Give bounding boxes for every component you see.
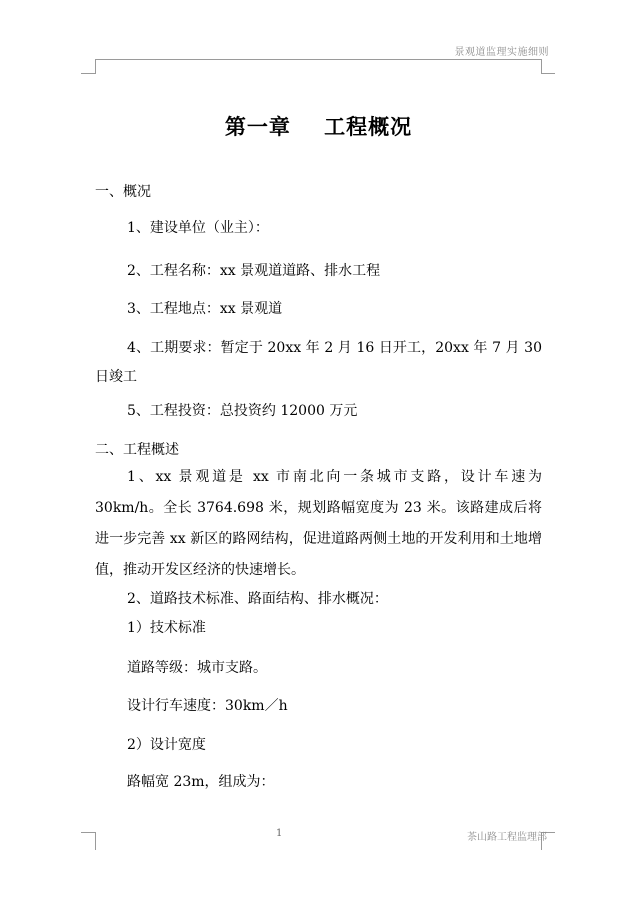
crop-mark-top-right: [541, 73, 555, 74]
crop-mark-top-left: [95, 60, 96, 74]
subheading-design-width: 2）设计宽度: [127, 737, 206, 753]
list-item-location: 3、工程地点：xx 景观道: [127, 301, 283, 317]
crop-mark-top-right: [541, 60, 542, 74]
running-header: 景观道监理实施细则: [454, 47, 549, 58]
list-item-project-name: 2、工程名称：xx 景观道道路、排水工程: [127, 263, 381, 279]
subheading-technical-standard: 1）技术标准: [127, 620, 206, 636]
running-footer: 茶山路工程监理部: [467, 832, 547, 843]
section-heading-description: 二、工程概述: [95, 442, 179, 458]
page-number: 1: [276, 828, 283, 839]
chapter-title: 第一章 工程概况: [224, 115, 413, 139]
list-item-owner: 1、建设单位（业主）：: [127, 220, 269, 236]
crop-mark-bottom-left: [81, 832, 95, 833]
design-speed-line: 设计行车速度：30km／h: [127, 698, 288, 714]
crop-mark-top-left: [81, 73, 95, 74]
list-item-technical-standards: 2、道路技术标准、路面结构、排水概况：: [127, 591, 388, 607]
road-grade-line: 道路等级：城市支路。: [127, 660, 267, 676]
road-width-line: 路幅宽 23m，组成为：: [127, 774, 275, 790]
list-item-investment: 5、工程投资：总投资约 12000 万元: [127, 403, 358, 419]
section-heading-overview: 一、概况: [95, 184, 151, 200]
list-item-schedule: 4、工期要求：暂定于 20xx 年 2 月 16 日开工，20xx 年 7 月 30 日竣工: [95, 340, 542, 385]
header-rule: [95, 59, 542, 60]
crop-mark-bottom-left: [95, 832, 96, 850]
project-description-paragraph: 1、xx 景观道是 xx 市南北向一条城市支路，设计车速为 30km/h。全长 3764.698 米，规划路幅宽度为 23 米。该路建成后将进一步完善 xx 新区的路网结构，促进道路两侧土地的开发利用和土地增值，推动开发区经济的快速增长。: [95, 469, 542, 578]
